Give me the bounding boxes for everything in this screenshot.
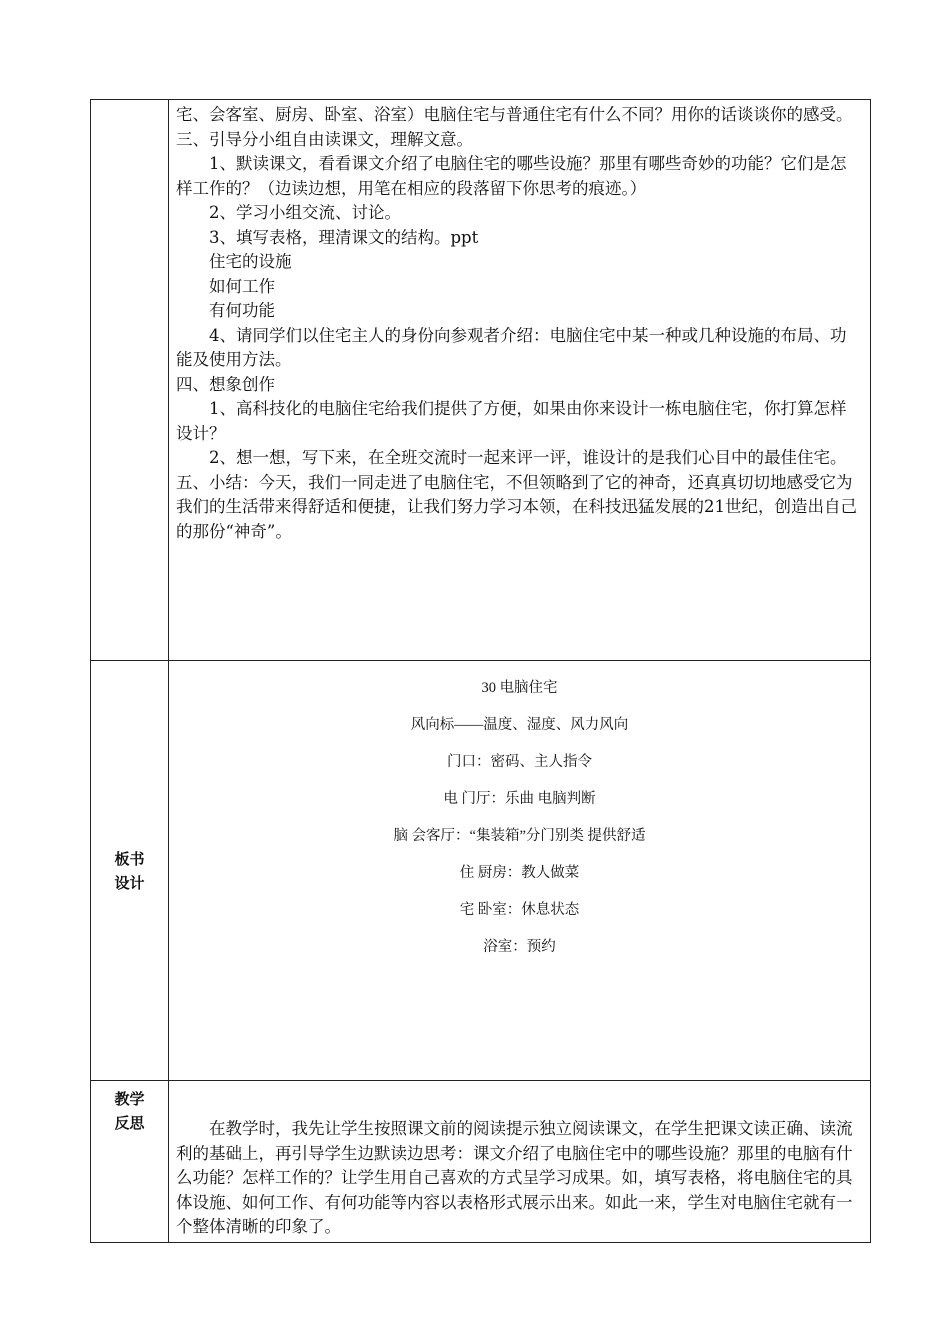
procedure-line: 五、小结：今天，我们一同走进了电脑住宅，不但领略到了它的神奇，还真真切切地感受它为我们的生活带来得舒适和便捷，让我们努力学习本领，在科技迅猛发展的21世纪，创造出自己的那份“神奇”。 <box>176 472 857 541</box>
procedure-line: 三、引导分小组自由读课文，理解文意。 <box>176 129 473 149</box>
board-content-cell <box>169 661 871 1081</box>
board-line: 宅 卧室：休息状态 <box>459 902 580 918</box>
procedure-row <box>91 100 871 661</box>
board-label-cell <box>91 661 169 1081</box>
procedure-line: 2、学习小组交流、讨论。 <box>209 203 401 222</box>
procedure-content-cell <box>169 100 871 661</box>
reflection-label-cell <box>91 1081 169 1243</box>
procedure-line: 2、想一想，写下来，在全班交流时一起来评一评，谁设计的是我们心目中的最佳住宅。 <box>209 448 847 467</box>
board-line: 风向标——温度、湿度、风力风向 <box>410 717 629 733</box>
procedure-line: 四、想象创作 <box>176 374 275 394</box>
procedure-line: 宅、会客室、厨房、卧室、浴室）电脑住宅与普通住宅有什么不同？用你的话谈谈你的感受。 <box>176 105 853 124</box>
board-design-label: 板书 设计 <box>114 849 145 892</box>
procedure-line: 4、请同学们以住宅主人的身份向参观者介绍：电脑住宅中某一种或几种设施的布局、功能及使用方法。 <box>176 325 847 369</box>
lesson-plan-table <box>90 99 871 1243</box>
procedure-line: 住宅的设施 <box>209 252 292 271</box>
reflection-label: 教学 反思 <box>114 1090 145 1132</box>
board-design-row <box>91 661 871 1081</box>
board-line: 浴室：预约 <box>483 939 556 955</box>
board-title: 30 电脑住宅 <box>481 680 558 696</box>
procedure-line: 有何功能 <box>209 301 275 320</box>
reflection-content <box>169 1081 870 1240</box>
procedure-line: 3、填写表格，理清课文的结构。ppt <box>209 227 479 247</box>
reflection-text: 在教学时，我先让学生按照课文前的阅读提示独立阅读课文，在学生把课文读正确、读流利的基础上，再引导学生边默读边思考：课文介绍了电脑住宅中的哪些设施？那里的电脑有什么功能？怎样工作的？让学生用自己喜欢的方式呈学习成果。如，填写表格，将电脑住宅的具体设施、如何工作、有何功能等内容以表格形式展示出来。如此一来，学生对电脑住宅就有一个整体清晰的印象了。 <box>176 1119 853 1236</box>
procedure-label-cell <box>91 100 169 661</box>
procedure-line: 如何工作 <box>209 276 275 296</box>
board-line: 门口：密码、主人指令 <box>447 754 592 770</box>
procedure-line: 1、高科技化的电脑住宅给我们提供了方便，如果由你来设计一栋电脑住宅，你打算怎样设计？ <box>176 399 847 443</box>
board-line: 电 门厅：乐曲 电脑判断 <box>443 791 596 807</box>
reflection-row <box>91 1081 871 1243</box>
procedure-content <box>169 100 870 544</box>
reflection-content-cell <box>169 1081 871 1243</box>
board-design-content <box>169 661 870 973</box>
procedure-line: 1、默读课文，看看课文介绍了电脑住宅的哪些设施？那里有哪些奇妙的功能？它们是怎样工作的？（边读边想，用笔在相应的段落留下你思考的痕迹。） <box>176 154 847 198</box>
board-line: 住 厨房：教人做菜 <box>459 865 580 881</box>
board-line: 脑 会客厅：“集装箱”分门别类 提供舒适 <box>393 828 646 844</box>
